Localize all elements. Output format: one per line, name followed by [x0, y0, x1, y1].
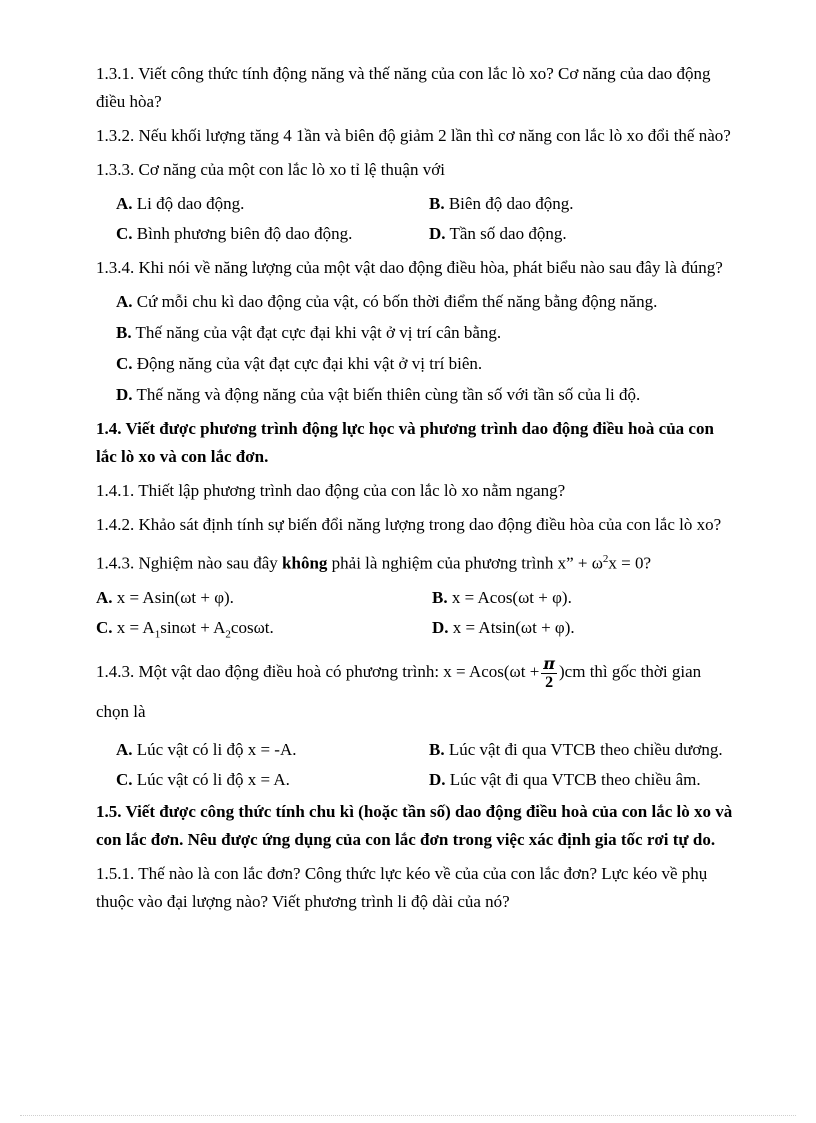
- option-c: C. $x = A_1\sin\omega t + A_2\cos\omega t$.: [96, 617, 274, 641]
- options-row: [96, 190, 736, 218]
- question-1-3-4: 1.3.4. Khi nói về năng lượng của một vật dao động điều hòa, phát biểu nào sau đây là đúng?: [96, 258, 723, 277]
- section-heading-1-5: 1.5. Viết được công thức tính chu kì (hoặc tần số) dao động điều hoà của con lắc lò xo và con lắc đơn. Nêu được ứng dụng của con lắc đơn trong việc xác định gia tốc rơi tự do.: [96, 802, 733, 850]
- document-page: [96, 60, 736, 922]
- section-heading-1-4: 1.4. Viết được phương trình động lực học và phương trình dao động điều hoà của con lắc lò xo và con lắc đơn.: [96, 419, 714, 466]
- fraction-pi-over-2: $\frac{\pi}{2}$: [543, 653, 556, 691]
- options-row: [96, 614, 736, 648]
- option-c: C. Động năng của vật đạt cực đại khi vật ở vị trí biên.: [116, 354, 483, 373]
- option-a: A. Li độ dao động.: [116, 194, 245, 213]
- question-1-4-3-b: 1.4.3. Một vật dao động điều hoà có phương trình: x = Acos(ωt + $\frac{\pi}{2}$ )cm thì gốc thời gian chọn là: [96, 653, 702, 722]
- question-1-4-3-a: 1.4.3. Nghiệm nào sau đây không phải là nghiệm của phương trình x” + $\omega^2x = 0$?: [96, 553, 652, 573]
- option-d: D. x = Atsin(ωt + φ).: [432, 617, 575, 637]
- options-row: [96, 736, 736, 764]
- question-1-5-1: 1.5.1. Thế nào là con lắc đơn? Công thức lực kéo về của của con lắc đơn? Lực kéo về phụ thuộc vào đại lượng nào? Viết phương trình li độ dài của nó?: [96, 864, 708, 912]
- question-1-3-2: 1.3.2. Nếu khối lượng tăng 4 1ần và biên độ giảm 2 lần thì cơ năng con lắc lò xo đổi thế nào?: [96, 126, 731, 145]
- option-a: A. Cứ mỗi chu kì dao động của vật, có bốn thời điểm thế năng bằng động năng.: [116, 292, 658, 311]
- options-row: [96, 766, 736, 794]
- option-b: B. Lúc vật đi qua VTCB theo chiều dương.: [429, 740, 723, 760]
- option-c: C. Bình phương biên độ dao động.: [116, 224, 353, 243]
- option-a: A. Lúc vật có li độ x = -A.: [116, 740, 297, 760]
- question-1-4-2: 1.4.2. Khảo sát định tính sự biến đổi năng lượng trong dao động điều hòa của con lắc lò xo?: [96, 515, 722, 534]
- option-c: C. Lúc vật có li độ x = A.: [116, 770, 290, 790]
- question-1-4-1: 1.4.1. Thiết lập phương trình dao động của con lắc lò xo nằm ngang?: [96, 481, 566, 500]
- option-b: B. Biên độ dao động.: [429, 194, 574, 213]
- option-b: B. Thế năng của vật đạt cực đại khi vật ở vị trí cân bằng.: [116, 323, 502, 342]
- question-1-3-3: 1.3.3. Cơ năng của một con lắc lò xo tỉ lệ thuận với: [96, 160, 445, 179]
- option-d: D. Tần số dao động.: [429, 224, 567, 243]
- option-b: B. x = Acos(ωt + φ).: [432, 587, 572, 607]
- option-d: D. Thế năng và động năng của vật biến thiên cùng tần số với tần số của li độ.: [116, 385, 641, 404]
- option-d: D. Lúc vật đi qua VTCB theo chiều âm.: [429, 770, 701, 790]
- option-a: A. x = Asin(ωt + φ).: [96, 587, 234, 607]
- question-1-3-1: 1.3.1. Viết công thức tính động năng và thế năng của con lắc lò xo? Cơ năng của dao động điều hòa?: [96, 64, 711, 111]
- options-row: [96, 220, 736, 248]
- options-row: [96, 584, 736, 612]
- page-bottom-divider: [20, 1115, 796, 1116]
